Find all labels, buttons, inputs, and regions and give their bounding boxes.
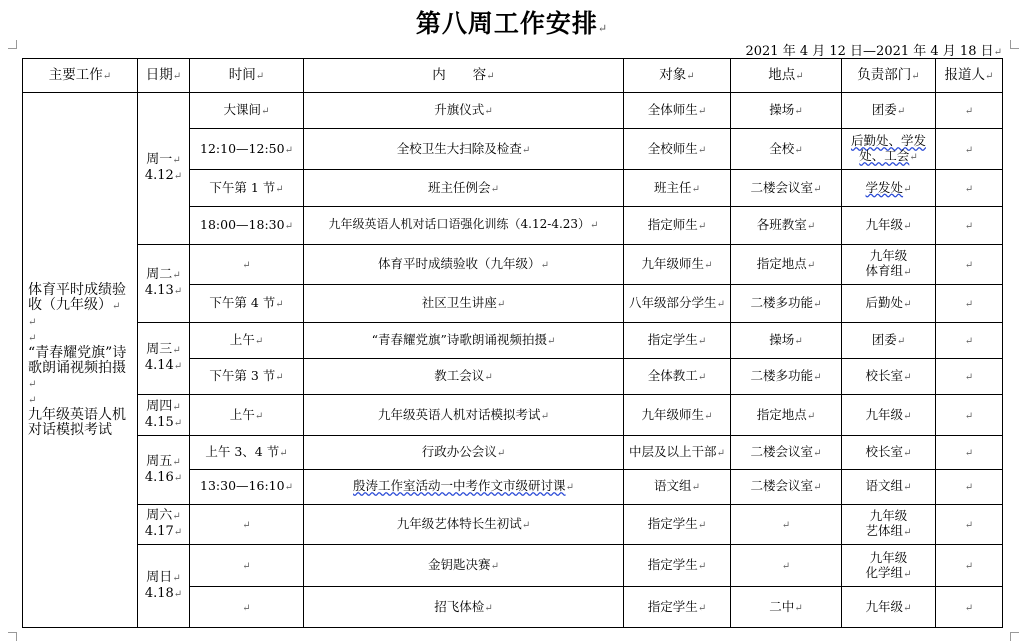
header-place: 地点↵ (731, 59, 842, 93)
table-row (23, 435, 1003, 469)
target-cell: 全校师生↵ (624, 129, 731, 169)
content-cell: 教工会议↵ (304, 358, 624, 394)
content-cell: 招飞体检↵ (304, 587, 624, 628)
header-main-work: 主要工作↵ (23, 59, 138, 93)
time-cell: 上午↵ (190, 322, 304, 358)
place-cell: 指定地点↵ (731, 395, 842, 435)
page-title: 第八周工作安排↵ (415, 9, 609, 38)
date-range: 2021 年 4 月 12 日—2021 年 4 月 18 日↵ (745, 44, 1002, 59)
target-cell: 语文组↵ (624, 470, 731, 504)
time-cell: 18:00—18:30↵ (190, 207, 304, 244)
target-cell: 全体师生↵ (624, 93, 731, 129)
dept-cell: 九年级↵ (842, 207, 936, 244)
target-cell: 八年级部分学生↵ (624, 285, 731, 322)
place-cell: 二中↵ (731, 587, 842, 628)
content-cell: 班主任例会↵ (304, 169, 624, 206)
dept-cell: 团委↵ (842, 93, 936, 129)
place-cell: 操场↵ (731, 322, 842, 358)
main-work-item: 体育平时成绩验收（九年级） (28, 281, 126, 313)
target-cell: 指定学生↵ (624, 322, 731, 358)
dept-cell: 九年级 化学组↵ (842, 545, 936, 587)
table-row (23, 244, 1003, 284)
target-cell: 班主任↵ (624, 169, 731, 206)
page-corner-mark (8, 632, 17, 641)
header-time: 时间↵ (190, 59, 304, 93)
dept-cell: 九年级 体育组↵ (842, 244, 936, 284)
dept-cell: 九年级↵ (842, 395, 936, 435)
reporter-cell: ↵ (936, 358, 1003, 394)
header-row (23, 59, 1003, 93)
dept-cell: 语文组↵ (842, 470, 936, 504)
day-cell: 周三↵ 4.14↵ (138, 322, 190, 395)
reporter-cell: ↵ (936, 93, 1003, 129)
dept-cell: 九年级↵ (842, 587, 936, 628)
day-cell: 周六↵ 4.17↵ (138, 504, 190, 544)
target-cell: 九年级师生↵ (624, 244, 731, 284)
time-cell: 13:30—16:10↵ (190, 470, 304, 504)
header-reporter: 报道人↵ (936, 59, 1003, 93)
content-cell: 殷涛工作室活动一中考作文市级研讨课↵ (304, 470, 624, 504)
table-row (23, 322, 1003, 358)
dept-cell: 校长室↵ (842, 435, 936, 469)
day-cell: 周五↵ 4.16↵ (138, 435, 190, 504)
day-cell: 周四↵ 4.15↵ (138, 395, 190, 435)
reporter-cell: ↵ (936, 395, 1003, 435)
time-cell: 上午 3、4 节↵ (190, 435, 304, 469)
place-cell: ↵ (731, 545, 842, 587)
time-cell: ↵ (190, 244, 304, 284)
reporter-cell: ↵ (936, 470, 1003, 504)
target-cell: 指定学生↵ (624, 545, 731, 587)
content-cell: 全校卫生大扫除及检查↵ (304, 129, 624, 169)
reporter-cell: ↵ (936, 129, 1003, 169)
header-target: 对象↵ (624, 59, 731, 93)
time-cell: ↵ (190, 545, 304, 587)
dept-cell: 校长室↵ (842, 358, 936, 394)
place-cell: 指定地点↵ (731, 244, 842, 284)
header-dept: 负责部门↵ (842, 59, 936, 93)
place-cell: 操场↵ (731, 93, 842, 129)
content-cell: 九年级英语人机对话口语强化训练（4.12-4.23）↵ (304, 207, 624, 244)
day-cell: 周二↵ 4.13↵ (138, 244, 190, 322)
page-corner-mark (1010, 632, 1019, 641)
table-row (23, 93, 1003, 129)
target-cell: 指定师生↵ (624, 207, 731, 244)
dept-cell: 九年级 艺体组↵ (842, 504, 936, 544)
time-cell: 下午第 3 节↵ (190, 358, 304, 394)
place-cell: 二楼多功能↵ (731, 285, 842, 322)
time-cell: 下午第 4 节↵ (190, 285, 304, 322)
place-cell: 各班教室↵ (731, 207, 842, 244)
place-cell: 全校↵ (731, 129, 842, 169)
main-work-cell: 体育平时成绩验收（九年级）↵ ↵ ↵ “青春耀党旗”诗歌朗诵视频拍摄 ↵ ↵ 九年级英语人机对话模拟考试 (23, 93, 138, 628)
target-cell: 全体教工↵ (624, 358, 731, 394)
target-cell: 中层及以上干部↵ (624, 435, 731, 469)
place-cell: 二楼多功能↵ (731, 358, 842, 394)
reporter-cell: ↵ (936, 504, 1003, 544)
content-cell: 升旗仪式↵ (304, 93, 624, 129)
time-cell: 12:10—12:50↵ (190, 129, 304, 169)
content-cell: “青春耀党旗”诗歌朗诵视频拍摄↵ (304, 322, 624, 358)
dept-cell: 学发处↵ (842, 169, 936, 206)
page-corner-mark (1010, 40, 1019, 49)
reporter-cell: ↵ (936, 435, 1003, 469)
content-cell: 体育平时成绩验收（九年级）↵ (304, 244, 624, 284)
place-cell: ↵ (731, 504, 842, 544)
content-cell: 金钥匙决赛↵ (304, 545, 624, 587)
content-cell: 社区卫生讲座↵ (304, 285, 624, 322)
time-cell: ↵ (190, 587, 304, 628)
target-cell: 九年级师生↵ (624, 395, 731, 435)
time-cell: 大课间↵ (190, 93, 304, 129)
table-row (23, 504, 1003, 544)
dept-cell: 后勤处、学发 处、工会↵ (842, 129, 936, 169)
reporter-cell: ↵ (936, 322, 1003, 358)
page-corner-mark (8, 40, 17, 49)
dept-cell: 团委↵ (842, 322, 936, 358)
reporter-cell: ↵ (936, 244, 1003, 284)
content-cell: 九年级艺体特长生初试↵ (304, 504, 624, 544)
reporter-cell: ↵ (936, 587, 1003, 628)
time-cell: 下午第 1 节↵ (190, 169, 304, 206)
day-cell: 周一↵ 4.12↵ (138, 93, 190, 245)
content-cell: 行政办公会议↵ (304, 435, 624, 469)
day-cell: 周日↵ 4.18↵ (138, 545, 190, 628)
reporter-cell: ↵ (936, 545, 1003, 587)
time-cell: ↵ (190, 504, 304, 544)
header-content: 内 容↵ (304, 59, 624, 93)
place-cell: 二楼会议室↵ (731, 435, 842, 469)
target-cell: 指定学生↵ (624, 504, 731, 544)
target-cell: 指定学生↵ (624, 587, 731, 628)
reporter-cell: ↵ (936, 207, 1003, 244)
content-cell: 九年级英语人机对话模拟考试↵ (304, 395, 624, 435)
place-cell: 二楼会议室↵ (731, 169, 842, 206)
dept-cell: 后勤处↵ (842, 285, 936, 322)
time-cell: 上午↵ (190, 395, 304, 435)
schedule-table (22, 58, 1003, 628)
reporter-cell: ↵ (936, 285, 1003, 322)
main-work-item: “青春耀党旗”诗歌朗诵视频拍摄 (28, 344, 127, 376)
header-date: 日期↵ (138, 59, 190, 93)
place-cell: 二楼会议室↵ (731, 470, 842, 504)
main-work-item: 九年级英语人机对话模拟考试 (28, 406, 126, 438)
table-row (23, 545, 1003, 587)
table-row (23, 395, 1003, 435)
reporter-cell: ↵ (936, 169, 1003, 206)
